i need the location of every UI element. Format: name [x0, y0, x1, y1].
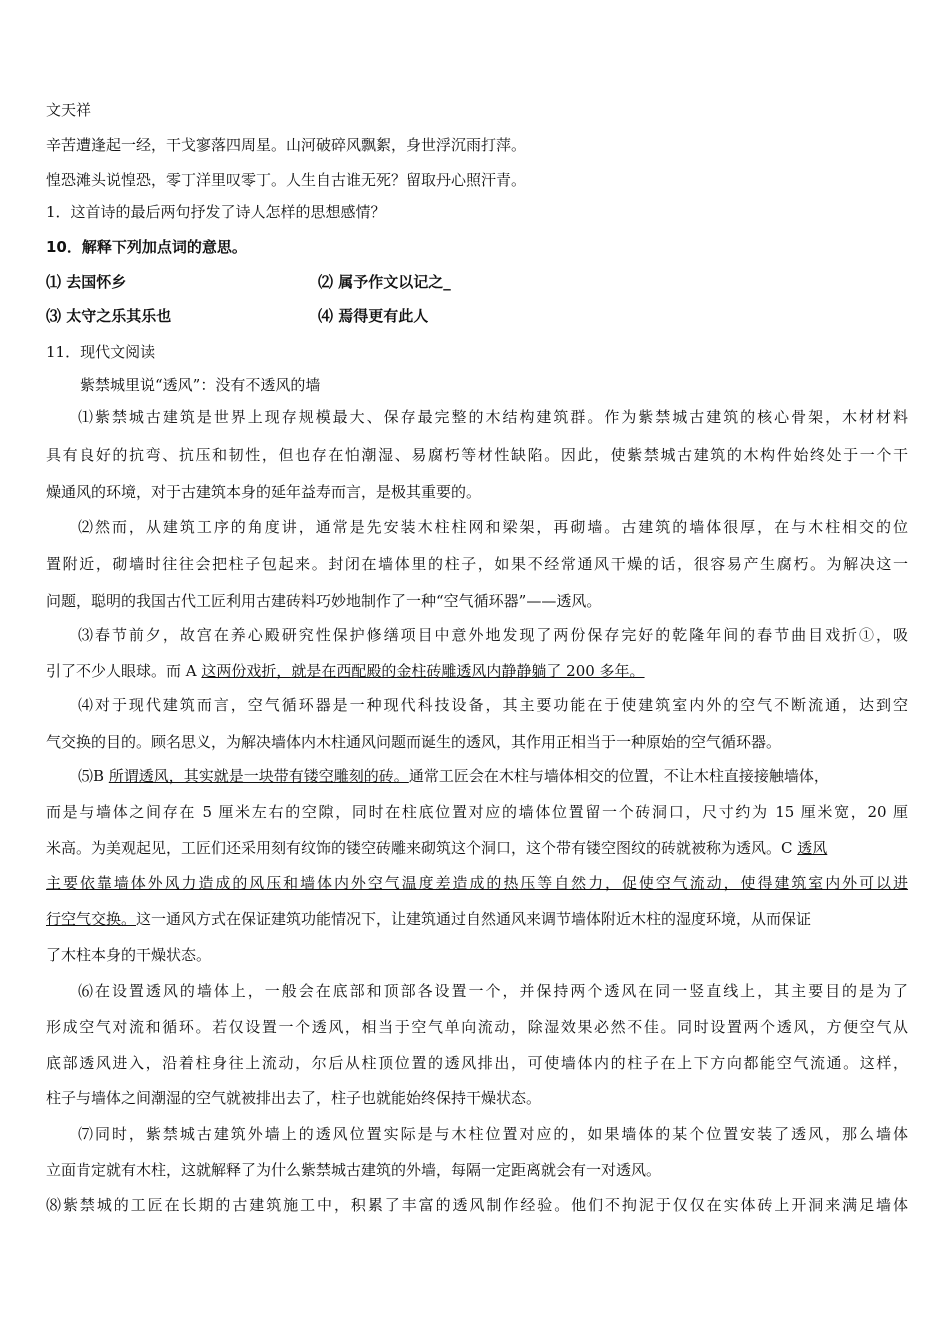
paragraph-line: 形成空气对流和循环。若仅设置一个透风，相当于空气单向流动，除湿效果必然不佳。同时设置两个透风，方便空气从	[46, 1018, 908, 1036]
paragraph-line: ⑵然而，从建筑工序的角度讲，通常是先安装木柱柱网和梁架，再砌墙。古建筑的墙体很厚，在与木柱相交的位	[78, 518, 908, 536]
paragraph-text: ⑸B	[78, 767, 109, 785]
underlined-sentence-c: 行空气交换。	[46, 910, 137, 928]
paragraph-text: 引了不少人眼球。而 A	[46, 662, 202, 680]
paragraph-text: 通常工匠会在木柱与墙体相交的位置，不让木柱直接接触墙体，	[408, 767, 829, 785]
paragraph-line: ⑶春节前夕，故宫在养心殿研究性保护修缮项目中意外地发现了两份保存完好的乾隆年间的春节曲目戏折①，吸	[78, 626, 908, 644]
paragraph-line	[46, 908, 908, 930]
paragraph-line: ⑻紫禁城的工匠在长期的古建筑施工中，积累了丰富的透风制作经验。他们不拘泥于仅仅在实体砖上开洞来满足墙体	[46, 1196, 908, 1214]
question-10-item: ⑷ 焉得更有此人	[318, 307, 429, 325]
underlined-sentence-c: 主要依靠墙体外风力造成的风压和墙体内外空气温度差造成的热压等自然力，促使空气流动，使得建筑室内外可以进	[46, 874, 908, 892]
paragraph-line: ⑹在设置透风的墙体上，一般会在底部和顶部各设置一个，并保持两个透风在同一竖直线上，其主要目的是为了	[78, 982, 908, 1000]
underlined-sentence-c: 透风	[797, 839, 828, 857]
paragraph-line: 而是与墙体之间存在 5 厘米左右的空隙，同时在柱底位置对应的墙体位置留一个砖洞口，尺寸约为 15 厘米宽，20 厘	[46, 803, 908, 821]
paragraph-line: ⑴紫禁城古建筑是世界上现存规模最大、保存最完整的木结构建筑群。作为紫禁城古建筑的核心骨架，木材材料	[78, 408, 908, 426]
underlined-sentence-b: 所谓透风，其实就是一块带有镂空雕刻的砖。	[108, 767, 409, 785]
question-10-item: ⑴ 去国怀乡	[46, 273, 127, 291]
paragraph-line: 立面肯定就有木柱，这就解释了为什么紫禁城古建筑的外墙，每隔一定距离就会有一对透风。	[46, 1161, 662, 1179]
article-title: 紫禁城里说“透风”：没有不透风的墙	[80, 376, 321, 394]
paragraph-line: 具有良好的抗弯、抗压和韧性，但也存在怕潮湿、易腐朽等材性缺陷。因此，使紫禁城古建筑的木构件始终处于一个干	[46, 446, 908, 464]
question-10-row	[46, 271, 908, 293]
paragraph-text: 这一通风方式在保证建筑功能情况下，让建筑通过自然通风来调节墙体附近木柱的湿度环境，从而保证	[136, 910, 812, 928]
paragraph-line: 底部透风进入，沿着柱身往上流动，尔后从柱顶位置的透风排出，可使墙体内的柱子在上下方向都能空气流通。这样，	[46, 1054, 908, 1072]
paragraph-line: ⑷对于现代建筑而言，空气循环器是一种现代科技设备，其主要功能在于使建筑室内外的空气不断流通，达到空	[78, 696, 908, 714]
question-1: 1．这首诗的最后两句抒发了诗人怎样的思想感情？	[46, 203, 386, 221]
paragraph-line: 问题，聪明的我国古代工匠利用古建砖料巧妙地制作了一种“空气循环器”——透风。	[46, 592, 602, 610]
paragraph-line: 柱子与墙体之间潮湿的空气就被排出去了，柱子也就能始终保持干燥状态。	[46, 1089, 542, 1107]
question-10-title: 10．解释下列加点词的意思。	[46, 238, 247, 256]
paragraph-text: 米高。为美观起见，工匠们还采用刻有纹饰的镂空砖雕来砌筑这个洞口，这个带有镂空图纹的砖就被称为透风。C	[46, 839, 798, 857]
paragraph-line	[46, 660, 908, 682]
poem-line: 惶恐滩头说惶恐，零丁洋里叹零丁。人生自古谁无死？留取丹心照汗青。	[46, 171, 527, 189]
paragraph-line	[78, 765, 908, 787]
paragraph-line: 置附近，砌墙时往往会把柱子包起来。封闭在墙体里的柱子，如果不经常通风干燥的话，很容易产生腐朽。为解决这一	[46, 555, 908, 573]
question-10-item: ⑶ 太守之乐其乐也	[46, 307, 172, 325]
question-11-title: 11．现代文阅读	[46, 343, 156, 361]
paragraph-line: 燥通风的环境，对于古建筑本身的延年益寿而言，是极其重要的。	[46, 483, 482, 501]
question-10-item: ⑵ 属予作文以记之_	[318, 273, 451, 291]
paragraph-line: 了木柱本身的干燥状态。	[46, 946, 212, 964]
underlined-sentence-a: 这两份戏折，就是在西配殿的金柱砖雕透风内静静躺了 200 多年。	[201, 662, 645, 680]
poem-line: 辛苦遭逢起一经，干戈寥落四周星。山河破碎风飘絮，身世浮沉雨打萍。	[46, 136, 527, 154]
paragraph-line	[46, 837, 908, 859]
paragraph-line: 气交换的目的。顾名思义，为解决墙体内木柱通风问题而诞生的透风，其作用正相当于一种原始的空气循环器。	[46, 733, 782, 751]
paragraph-line: ⑺同时，紫禁城古建筑外墙上的透风位置实际是与木柱位置对应的，如果墙体的某个位置安装了透风，那么墙体	[78, 1125, 908, 1143]
question-10-row	[46, 305, 908, 327]
poem-author: 文天祥	[46, 101, 92, 119]
